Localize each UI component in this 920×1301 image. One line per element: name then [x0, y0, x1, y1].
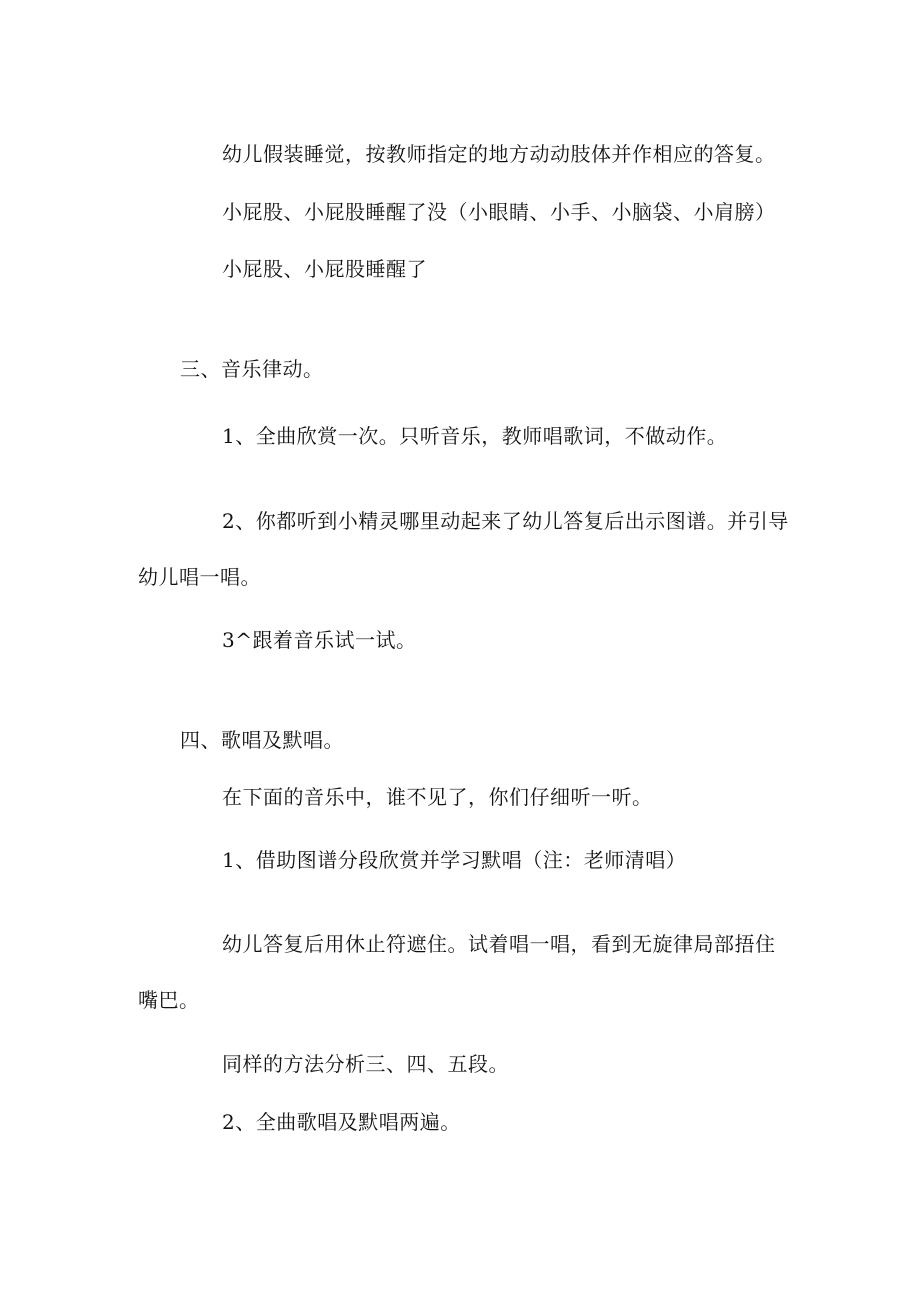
section-heading: 三、音乐律动。 [180, 357, 324, 381]
paragraph-line: 2、你都听到小精灵哪里动起来了幼儿答复后出示图谱。并引导 [222, 509, 789, 533]
paragraph-line: 幼儿假装睡觉，按教师指定的地方动动肢体并作相应的答复。 [222, 142, 776, 166]
paragraph-line: 1、借助图谱分段欣赏并学习默唱（注：老师清唱） [222, 848, 687, 872]
paragraph-line: 在下面的音乐中，谁不见了，你们仔细听一听。 [222, 785, 653, 809]
paragraph-line: 嘴巴。 [138, 988, 200, 1012]
section-heading: 四、歌唱及默唱。 [180, 728, 344, 752]
paragraph-line: 幼儿答复后用休止符遮住。试着唱一唱，看到无旋律局部捂住 [222, 932, 776, 956]
paragraph-line: 幼儿唱一唱。 [138, 565, 261, 589]
paragraph-line: 同样的方法分析三、四、五段。 [222, 1052, 509, 1076]
paragraph-line: 1、全曲欣赏一次。只听音乐，教师唱歌词，不做动作。 [222, 424, 728, 448]
paragraph-line: 2、全曲歌唱及默唱两遍。 [222, 1110, 461, 1134]
paragraph-line: 3^跟着音乐试一试。 [222, 628, 417, 652]
paragraph-line: 小屁股、小屁股睡醒了没（小眼睛、小手、小脑袋、小肩膀） [222, 200, 776, 224]
paragraph-line: 小屁股、小屁股睡醒了 [222, 257, 427, 281]
